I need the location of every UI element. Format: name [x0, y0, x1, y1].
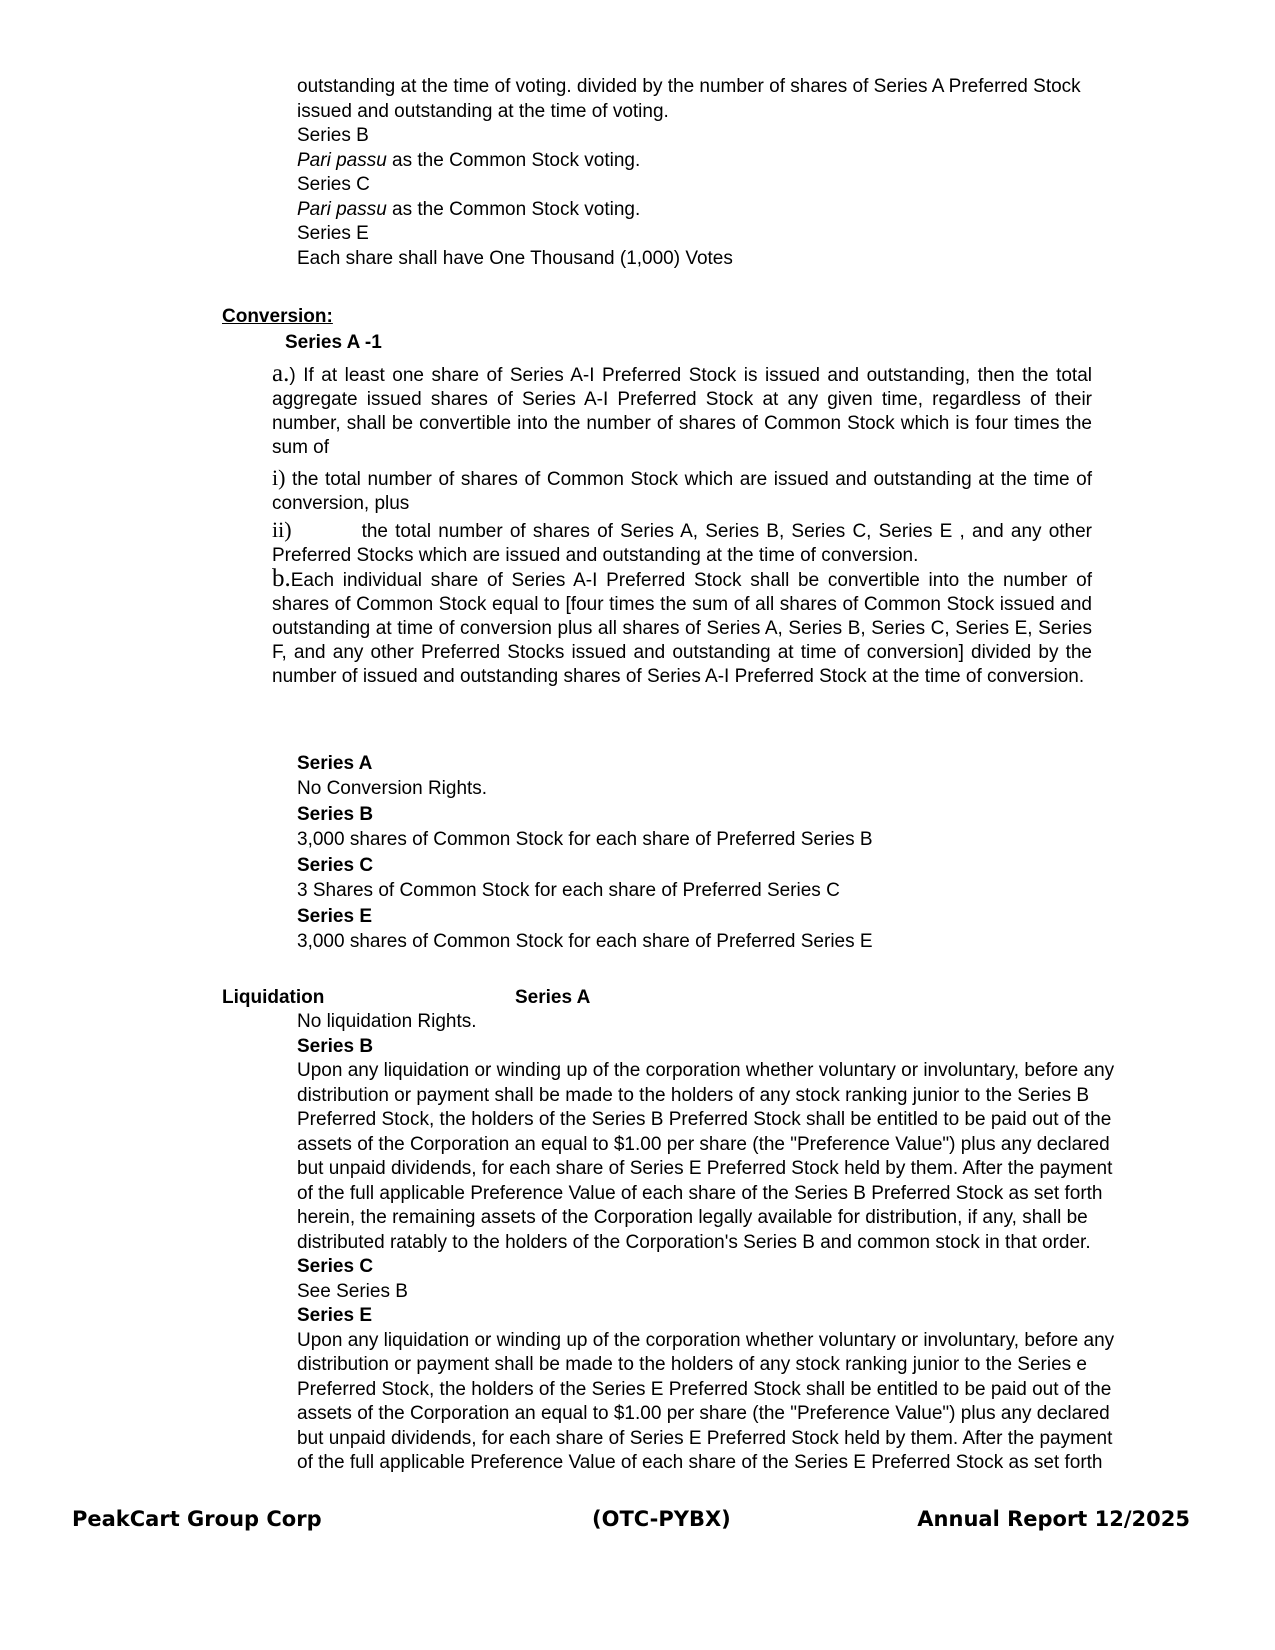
series-label: Series B: [297, 1035, 374, 1057]
series-text: No liquidation Rights.: [297, 1011, 477, 1032]
voting-series-e-text: Each share shall have One Thousand (1,000) Votes: [297, 247, 733, 269]
liquidation-line: Preferred Stock, the holders of the Series E Preferred Stock shall be entitled to be paid out of the: [297, 1378, 1112, 1400]
conversion-subheading: Series A -1: [285, 332, 382, 353]
item-marker: ii): [272, 517, 292, 542]
conversion-heading: Conversion:: [222, 306, 333, 327]
series-text: See Series B: [297, 1280, 408, 1302]
liquidation-line: assets of the Corporation an equal to $1.00 per share (the "Preference Value") plus any declared: [297, 1133, 1110, 1155]
series-label: Series B: [297, 125, 369, 146]
series-label: Series E: [297, 1305, 372, 1326]
series-label: Series C: [297, 1256, 374, 1277]
series-label: Series E: [297, 906, 372, 927]
series-text: 3,000 shares of Common Stock for each share of Preferred Series B: [297, 829, 873, 850]
conversion-series-list: [297, 751, 873, 955]
series-label: Series C: [297, 174, 370, 195]
latin-term: Pari passu: [297, 149, 387, 171]
liquidation-line: distribution or payment shall be made to the holders of any stock ranking junior to the Series e: [297, 1354, 1087, 1375]
item-marker: i): [272, 465, 286, 490]
voting-line: outstanding at the time of voting. divided by the number of shares of Series A Preferred Stock: [297, 76, 1081, 97]
voting-section: [297, 75, 1081, 271]
voting-series-c-text: Pari passu as the Common Stock voting.: [297, 198, 641, 220]
liquidation-line: Upon any liquidation or winding up of the corporation whether voluntary or involuntary, before any: [297, 1329, 1115, 1351]
voting-line: issued and outstanding at the time of voting.: [297, 100, 669, 122]
liquidation-line: distributed ratably to the holders of the Corporation's Series B and common stock in that order.: [297, 1231, 1091, 1253]
series-label: Series B: [297, 804, 374, 825]
footer-company: PeakCart Group Corp: [72, 1507, 322, 1531]
series-text: 3 Shares of Common Stock for each share of Preferred Series C: [297, 880, 840, 901]
liquidation-heading: Liquidation: [222, 987, 325, 1008]
footer-ticker: (OTC-PYBX): [592, 1507, 731, 1531]
liquidation-line: but unpaid dividends, for each share of Series E Preferred Stock held by them. After the payment: [297, 1158, 1113, 1179]
series-text: 3,000 shares of Common Stock for each share of Preferred Series E: [297, 931, 873, 952]
paragraph-marker: b.: [272, 565, 291, 592]
conversion-paragraph-a: a.) If at least one share of Series A-I Preferred Stock is issued and outstanding, then the total aggregate issued shares of Series A-I Preferred Stock at any given time, regardless of their number, shall be convertible into the number of shares of Common Stock which is four times the sum of: [272, 360, 1092, 458]
voting-series-b-text: Pari passu as the Common Stock voting.: [297, 149, 641, 171]
liquidation-line: distribution or payment shall be made to the holders of any stock ranking junior to the Series B: [297, 1084, 1090, 1106]
latin-term: Pari passu: [297, 198, 387, 220]
conversion-paragraph-b: b.Each individual share of Series A-I Preferred Stock shall be convertible into the number of shares of Common Stock equal to [four times the sum of all shares of Common Stock issued and outstanding at time of conversion plus all shares of Series A, Series B, Series C, Series E, Series F, and any other Preferred Stocks issued and outstanding at time of conversion] divided by the number of issued and outstanding shares of Series A-I Preferred Stock at the time of conversion.: [272, 565, 1092, 687]
footer-report: Annual Report 12/2025: [917, 1507, 1190, 1531]
liquidation-line: but unpaid dividends, for each share of Series E Preferred Stock held by them. After the payment: [297, 1427, 1113, 1449]
liquidation-line: Upon any liquidation or winding up of the corporation whether voluntary or involuntary, before any: [297, 1060, 1115, 1081]
series-label: Series C: [297, 855, 374, 876]
series-text: No Conversion Rights.: [297, 778, 488, 799]
liquidation-line: Preferred Stock, the holders of the Series B Preferred Stock shall be entitled to be paid out of the: [297, 1109, 1112, 1130]
conversion-item-ii: ii) the total number of shares of Series A, Series B, Series C, Series E , and any other Preferred Stocks which are issued and outstanding at the time of conversion.: [272, 517, 1092, 566]
conversion-item-i: i) the total number of shares of Common Stock which are issued and outstanding at the time of conversion, plus: [272, 465, 1092, 514]
paragraph-marker: a.: [272, 360, 290, 387]
series-label: Series A: [515, 987, 591, 1008]
liquidation-line: of the full applicable Preference Value of each share of the Series E Preferred Stock as set forth: [297, 1452, 1103, 1473]
liquidation-section: [297, 1010, 1114, 1476]
series-label: Series E: [297, 223, 369, 244]
liquidation-line: assets of the Corporation an equal to $1.00 per share (the "Preference Value") plus any declared: [297, 1403, 1110, 1424]
liquidation-line: herein, the remaining assets of the Corporation legally available for distribution, if any, shall be: [297, 1207, 1088, 1228]
series-label: Series A: [297, 753, 373, 774]
liquidation-line: of the full applicable Preference Value of each share of the Series B Preferred Stock as set forth: [297, 1182, 1103, 1204]
